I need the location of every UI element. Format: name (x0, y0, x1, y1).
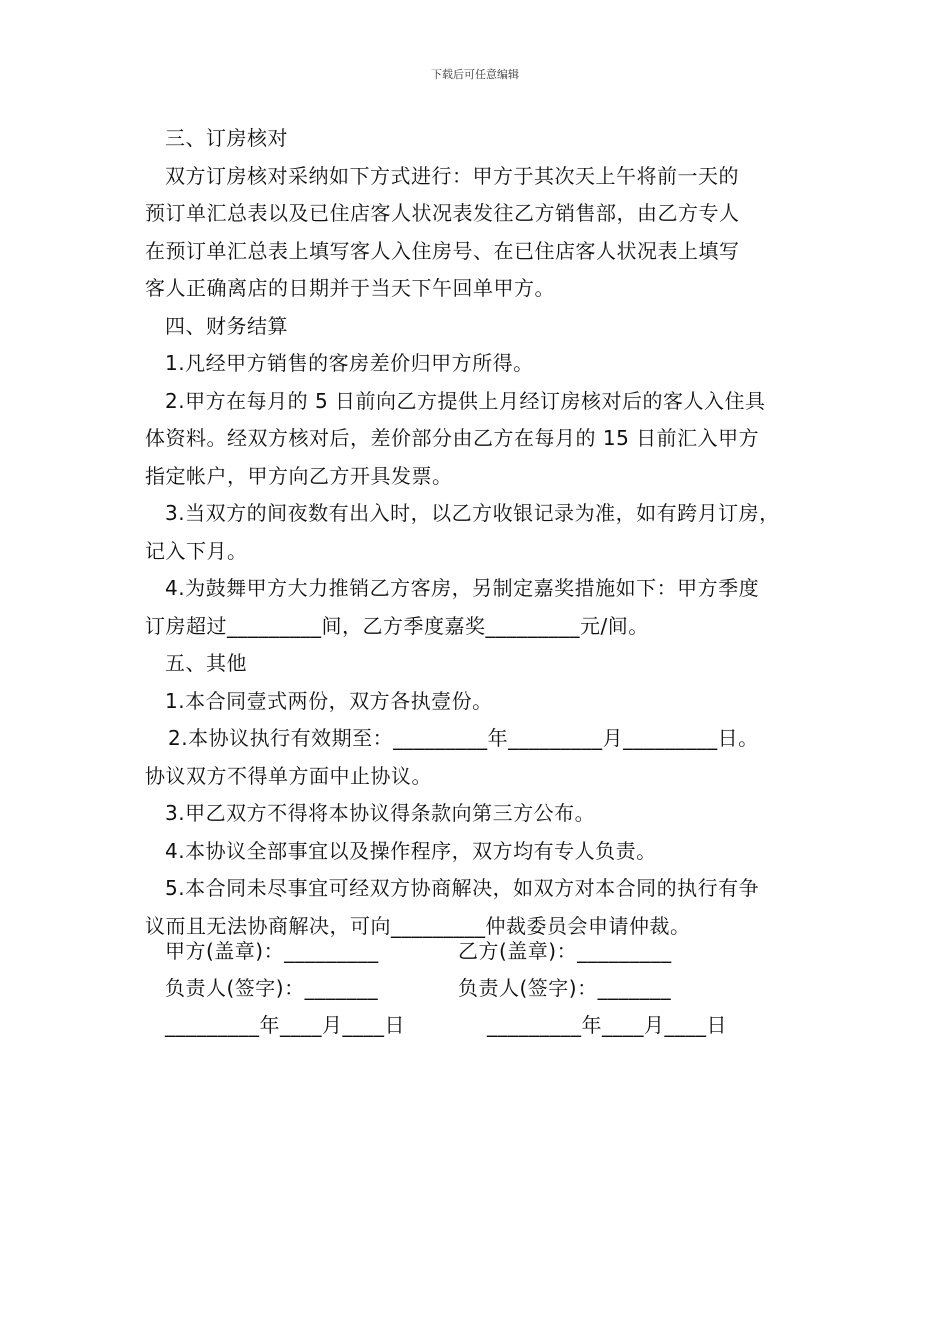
document-body (145, 120, 825, 945)
party-a-date: _________年____月____日 (165, 1013, 405, 1037)
clause-line: 1.凡经甲方销售的客房差价归甲方所得。 (165, 351, 534, 375)
clause-line: 1.本合同壹式两份，双方各执壹份。 (165, 688, 493, 713)
clause-line: 记入下月。 (145, 538, 248, 563)
clause-line: 5.本合同未尽事宜可经双方协商解决，如双方对本合同的执行有争 (165, 876, 760, 900)
clause-line: 4.本协议全部事宜以及操作程序，双方均有专人负责。 (165, 838, 657, 863)
party-b-signatory: 负责人(签字)：_______ (458, 976, 672, 1000)
paragraph-line: 双方订房核对采纳如下方式进行：甲方于其次天上午将前一天的 (165, 163, 739, 188)
party-b-date: _________年____月____日 (487, 1013, 727, 1037)
party-b-seal: 乙方(盖章)：_________ (458, 939, 672, 963)
clause-line: 体资料。经双方核对后，差价部分由乙方在每月的 15 日前汇入甲方 (145, 426, 760, 450)
clause-line: 4.为鼓舞甲方大力推销乙方客房，另制定嘉奖措施如下：甲方季度 (165, 576, 760, 600)
clause-line: 3.当双方的间夜数有出入时，以乙方收银记录为准，如有跨月订房， (165, 501, 780, 525)
clause-line: 2.甲方在每月的 5 日前向乙方提供上月经订房核对后的客人入住具 (165, 388, 766, 413)
section-heading-other: 五、其他 (165, 651, 247, 675)
paragraph-line: 在预订单汇总表上填写客人入住房号、在已住店客人状况表上填写 (145, 238, 740, 263)
paragraph-line: 客人正确离店的日期并于当天下午回单甲方。 (145, 276, 555, 300)
clause-line: 3.甲乙双方不得将本协议得条款向第三方公布。 (165, 801, 596, 825)
party-a-signatory: 负责人(签字)：_______ (165, 976, 379, 1000)
paragraph-line: 预订单汇总表以及已住店客人状况表发往乙方销售部，由乙方专人 (145, 201, 740, 225)
clause-line: 订房超过_________间，乙方季度嘉奖_________元/间。 (145, 613, 649, 638)
clause-line: 协议双方不得单方面中止协议。 (145, 763, 432, 788)
section-heading-room-check: 三、订房核对 (165, 126, 288, 150)
party-a-seal: 甲方(盖章)：_________ (165, 939, 379, 963)
clause-line: 2.本协议执行有效期至：_________年_________月_________日。 (168, 726, 759, 750)
section-heading-finance: 四、财务结算 (165, 313, 288, 338)
page-header: 下载后可任意编辑 (431, 68, 519, 81)
clause-line: 议而且无法协商解决，可向_________仲裁委员会申请仲裁。 (145, 913, 691, 938)
clause-line: 指定帐户，甲方向乙方开具发票。 (145, 463, 453, 488)
